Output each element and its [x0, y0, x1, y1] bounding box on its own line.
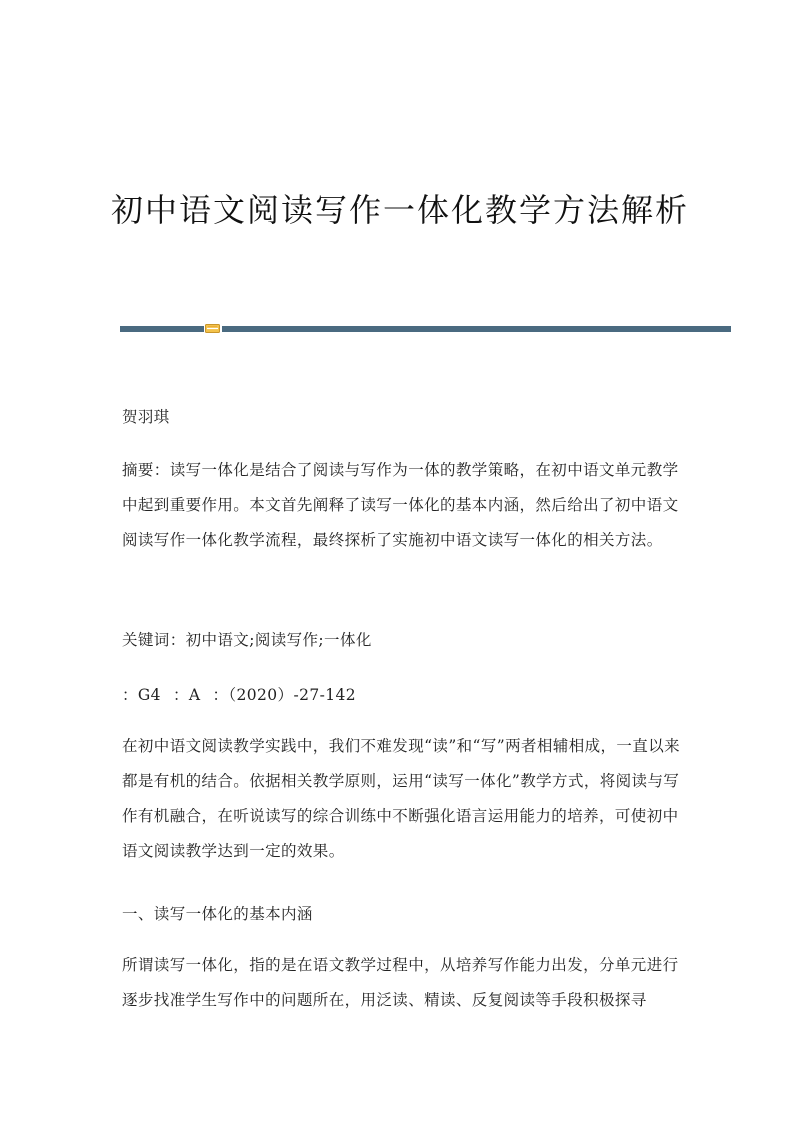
pencil-icon — [205, 323, 220, 334]
abstract-paragraph: 摘要：读写一体化是结合了阅读与写作为一体的教学策略，在初中语文单元教学中起到重要作用。本文首先阐释了读写一体化的基本内涵，然后给出了初中语文阅读写作一体化教学流程，最终探析了实施初中语文读写一体化的相关方法。 — [122, 461, 679, 549]
divider-bar-left — [120, 326, 204, 332]
intro-paragraph: 在初中语文阅读教学实践中，我们不难发现“读”和“写”两者相辅相成，一直以来都是有机的结合。依据相关教学原则，运用“读写一体化”教学方式，将阅读与写作有机融合，在听说读写的综合训练中不断强化语言运用能力的培养，可使初中语文阅读教学达到一定的效果。 — [122, 737, 680, 860]
author-name: 贺羽琪 — [122, 408, 170, 426]
document-title: 初中语文阅读写作一体化教学方法解析 — [110, 191, 689, 229]
article-issue: ：（2020）-27-142 — [212, 686, 357, 704]
section-heading: 一、读写一体化的基本内涵 — [122, 905, 313, 923]
clc-number: ：G4 — [122, 686, 161, 704]
divider-bar-right — [222, 326, 731, 332]
body-paragraph: 所谓读写一体化，指的是在语文教学过程中，从培养写作能力出发，分单元进行逐步找准学生写作中的问题所在，用泛读、精读、反复阅读等手段积极探寻 — [122, 956, 679, 1009]
classification-line — [122, 678, 682, 713]
document-code: ：A — [172, 686, 201, 704]
keywords-line: 关键词：初中语文;阅读写作;一体化 — [122, 631, 372, 649]
